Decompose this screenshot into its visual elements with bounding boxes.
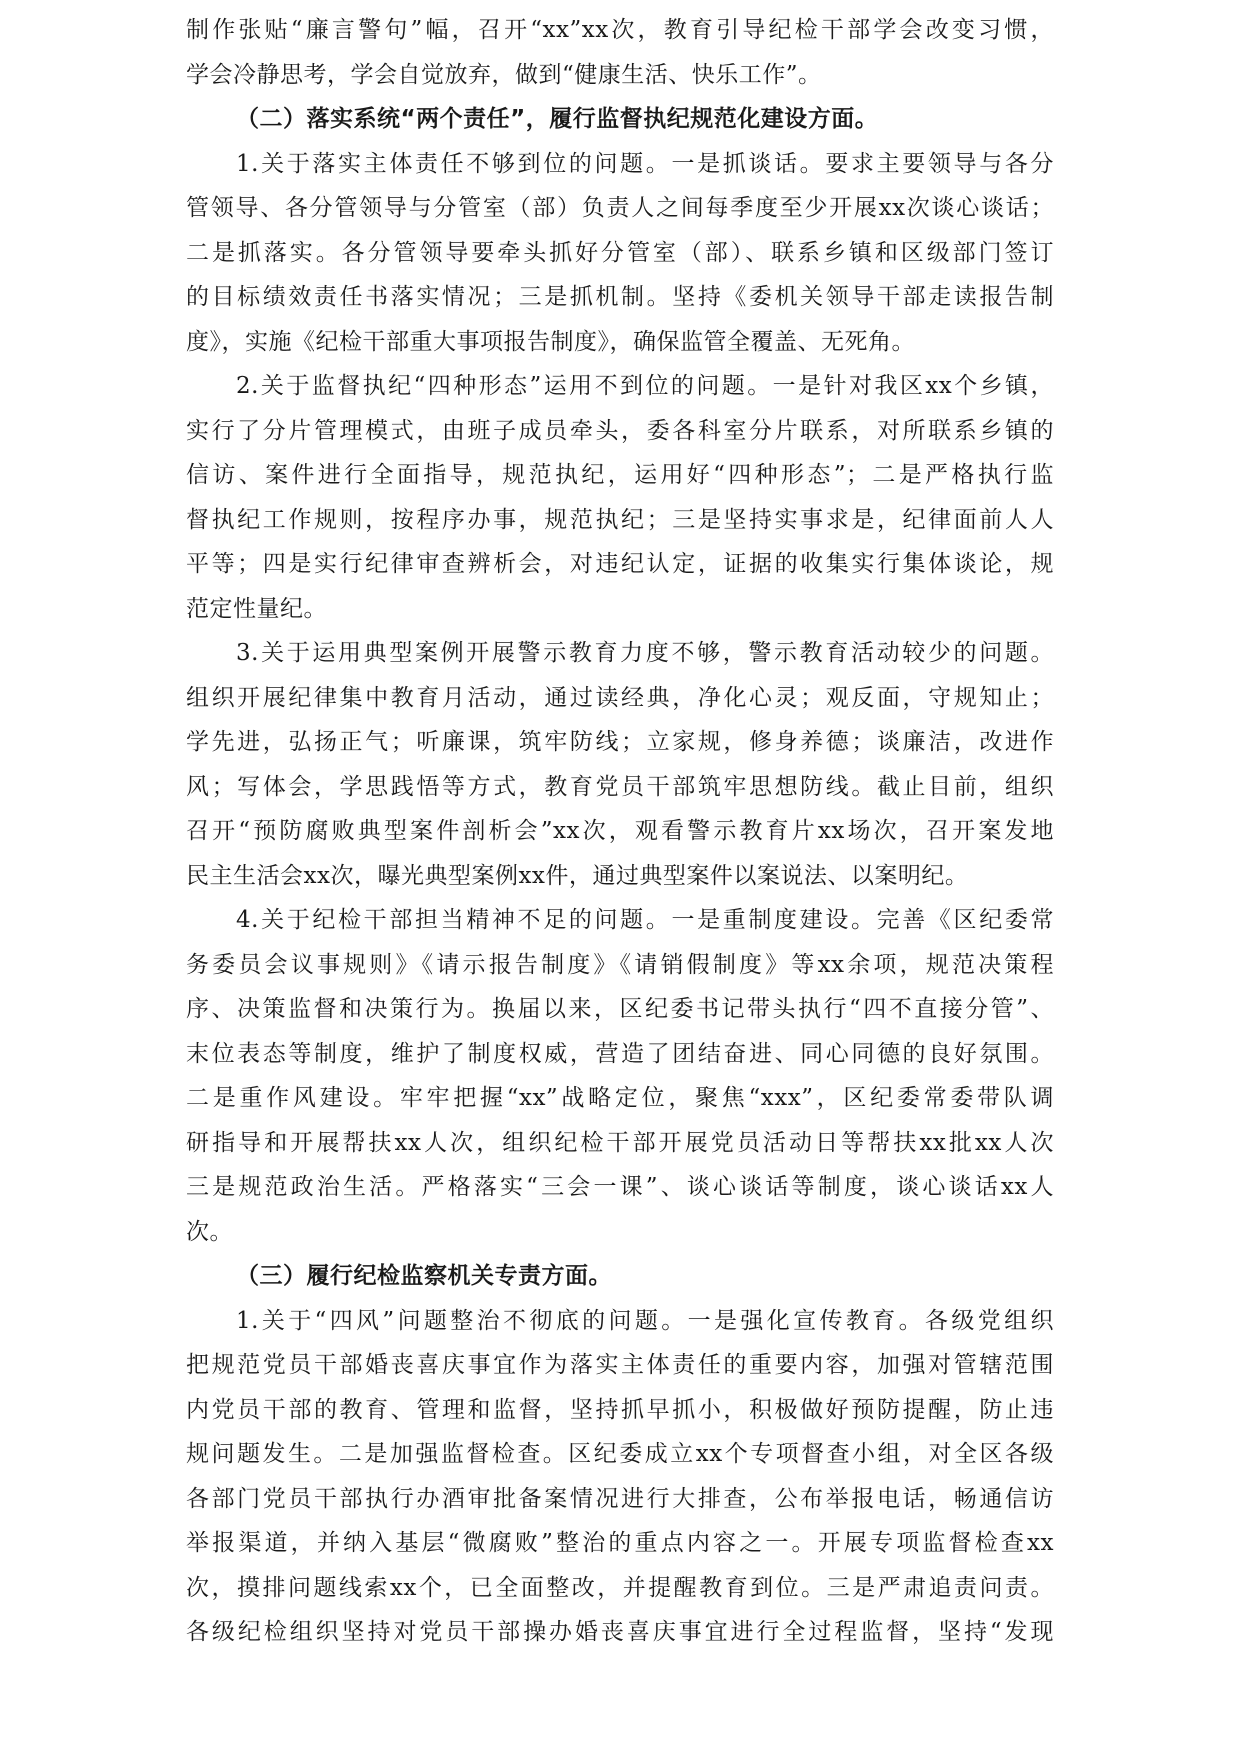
paragraph-line: 范定性量纪。 — [186, 595, 327, 622]
paragraph-line: 度》，实施《纪检干部重大事项报告制度》，确保监管全覆盖、无死角。 — [186, 328, 915, 355]
paragraph-line: 内党员干部的教育、管理和监督，坚持抓早抓小，积极做好预防提醒，防止违 — [186, 1396, 1054, 1423]
paragraph-line: 序、决策监督和决策行为。换届以来，区纪委书记带头执行“四不直接分管”、 — [186, 996, 1054, 1022]
paragraph-line: 的目标绩效责任书落实情况；三是抓机制。坚持《委机关领导干部走读报告制 — [186, 284, 1054, 310]
paragraph-line: 各部门党员干部执行办酒审批备案情况进行大排查，公布举报电话，畅通信访 — [186, 1485, 1054, 1512]
paragraph-line: 组织开展纪律集中教育月活动，通过读经典，净化心灵；观反面，守规知止； — [186, 684, 1054, 711]
paragraph-line: 召开“预防腐败典型案件剖析会”xx次，观看警示教育片xx场次，召开案发地 — [186, 818, 1054, 844]
paragraph-line: 规问题发生。二是加强监督检查。区纪委成立xx个专项督查小组，对全区各级 — [186, 1441, 1054, 1467]
paragraph-line: 把规范党员干部婚丧喜庆事宜作为落实主体责任的重要内容，加强对管辖范围 — [186, 1352, 1054, 1378]
paragraph-line: 二是重作风建设。牢牢把握“xx”战略定位，聚焦“xxx”，区纪委常委带队调 — [186, 1085, 1054, 1111]
paragraph-first-line: 3.关于运用典型案例开展警示教育力度不够，警示教育活动较少的问题。 — [236, 640, 1054, 666]
paragraph-line: 民主生活会xx次，曝光典型案例xx件，通过典型案件以案说法、以案明纪。 — [186, 862, 969, 889]
paragraph-first-line: 2.关于监督执纪“四种形态”运用不到位的问题。一是针对我区xx个乡镇， — [236, 373, 1054, 399]
paragraph-line: 学会冷静思考，学会自觉放弃，做到“健康生活、快乐工作”。 — [186, 61, 822, 88]
paragraph-line: 风；写体会，学思践悟等方式，教育党员干部筑牢思想防线。截止目前，组织 — [186, 773, 1054, 800]
section-heading: （三）履行纪检监察机关专责方面。 — [236, 1263, 612, 1289]
paragraph-line: 举报渠道，并纳入基层“微腐败”整治的重点内容之一。开展专项监督检查xx — [186, 1530, 1054, 1556]
paragraph-line: 管领导、各分管领导与分管室（部）负责人之间每季度至少开展xx次谈心谈话； — [186, 195, 1054, 221]
paragraph-line: 督执纪工作规则，按程序办事，规范执纪；三是坚持实事求是，纪律面前人人 — [186, 506, 1054, 533]
paragraph-line: 二是抓落实。各分管领导要牵头抓好分管室（部）、联系乡镇和区级部门签订 — [186, 239, 1054, 266]
paragraph-line: 学先进，弘扬正气；听廉课，筑牢防线；立家规，修身养德；谈廉洁，改进作 — [186, 729, 1054, 755]
paragraph-line: 研指导和开展帮扶xx人次，组织纪检干部开展党员活动日等帮扶xx批xx人次 — [186, 1129, 1054, 1156]
paragraph-line: 末位表态等制度，维护了制度权威，营造了团结奋进、同心同德的良好氛围。 — [186, 1040, 1054, 1067]
paragraph-line: 次。 — [186, 1218, 233, 1245]
paragraph-line: 务委员会议事规则》《请示报告制度》《请销假制度》等xx余项，规范决策程 — [186, 951, 1054, 978]
paragraph-line: 制作张贴“廉言警句”幅，召开“xx”xx次，教育引导纪检干部学会改变习惯， — [186, 17, 1054, 43]
paragraph-first-line: 1.关于落实主体责任不够到位的问题。一是抓谈话。要求主要领导与各分 — [236, 150, 1054, 177]
paragraph-line: 平等；四是实行纪律审查辨析会，对违纪认定，证据的收集实行集体谈论，规 — [186, 551, 1054, 577]
paragraph-first-line: 1.关于“四风”问题整治不彻底的问题。一是强化宣传教育。各级党组织 — [236, 1307, 1054, 1334]
paragraph-first-line: 4.关于纪检干部担当精神不足的问题。一是重制度建设。完善《区纪委常 — [236, 907, 1054, 933]
paragraph-line: 次，摸排问题线索xx个，已全面整改，并提醒教育到位。三是严肃追责问责。 — [186, 1574, 1054, 1601]
section-heading: （二）落实系统“两个责任”，履行监督执纪规范化建设方面。 — [236, 106, 879, 132]
paragraph-line: 各级纪检组织坚持对党员干部操办婚丧喜庆事宜进行全过程监督，坚持“发现 — [186, 1619, 1054, 1645]
paragraph-line: 实行了分片管理模式，由班子成员牵头，委各科室分片联系，对所联系乡镇的 — [186, 417, 1054, 444]
document-body — [186, 8, 1054, 1655]
paragraph-line: 三是规范政治生活。严格落实“三会一课”、谈心谈话等制度，谈心谈话xx人 — [186, 1174, 1054, 1200]
paragraph-line: 信访、案件进行全面指导，规范执纪，运用好“四种形态”；二是严格执行监 — [186, 462, 1054, 488]
